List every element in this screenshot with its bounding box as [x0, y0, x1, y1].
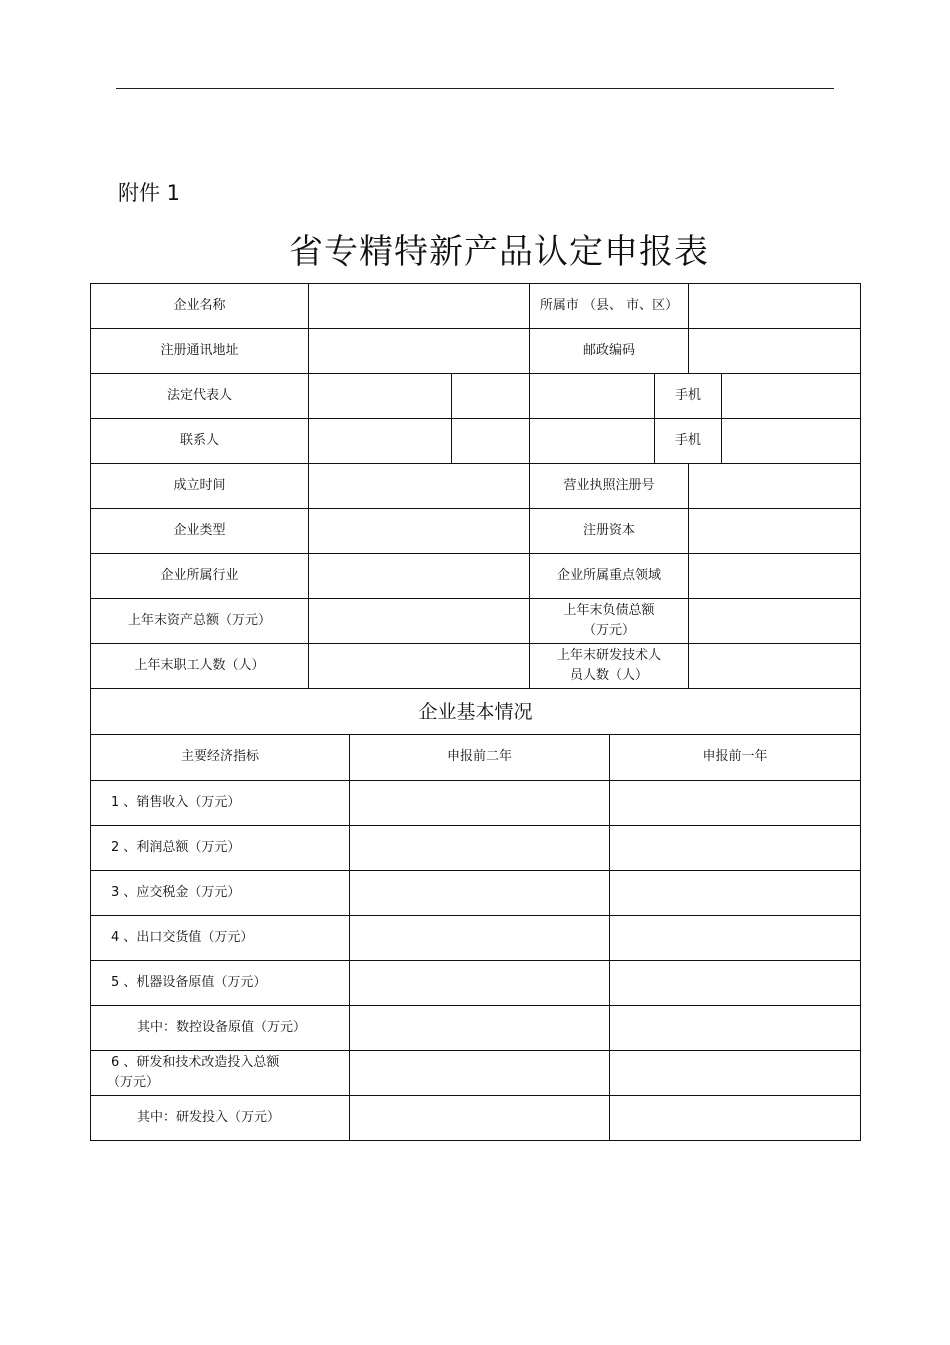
row-label-rd-input: 其中：研发投入（万元）: [91, 1095, 350, 1140]
row-label-rd-investment-line2: （万元）: [107, 1074, 160, 1090]
input-contact-name[interactable]: [309, 419, 452, 464]
table-row: [91, 960, 861, 1005]
row-employees: [91, 644, 861, 689]
input-legal-rep-phone[interactable]: [530, 374, 655, 419]
input-reg-capital[interactable]: [689, 509, 861, 554]
input-cnc-y2[interactable]: [350, 1005, 610, 1050]
row-label-tax: 3 、应交税金（万元）: [91, 870, 350, 915]
header-two-years-prior: 申报前二年: [350, 735, 610, 780]
label-company-type: 企业类型: [91, 509, 309, 554]
input-legal-rep-mobile[interactable]: [722, 374, 861, 419]
input-sales-y2[interactable]: [350, 780, 610, 825]
row-address: [91, 329, 861, 374]
table-row: [91, 1095, 861, 1140]
label-total-liabilities-line1: 上年末负债总额: [563, 603, 655, 618]
input-cnc-y1[interactable]: [610, 1005, 861, 1050]
table-row: [91, 825, 861, 870]
label-industry: 企业所属行业: [91, 554, 309, 599]
label-address: 注册通讯地址: [91, 329, 309, 374]
label-reg-capital: 注册资本: [530, 509, 689, 554]
header-indicator: 主要经济指标: [91, 735, 350, 780]
row-industry: [91, 554, 861, 599]
indicators-header-row: [91, 735, 861, 780]
header-one-year-prior: 申报前一年: [610, 735, 861, 780]
input-rd-input-y1[interactable]: [610, 1095, 861, 1140]
input-total-liabilities[interactable]: [689, 599, 861, 644]
table-row: [91, 1005, 861, 1050]
attachment-label: 附件 1: [118, 181, 181, 205]
input-legal-rep-name[interactable]: [309, 374, 452, 419]
table-row: [91, 870, 861, 915]
row-label-cnc-equipment: 其中：数控设备原值（万元）: [91, 1005, 350, 1050]
label-total-liabilities: [530, 599, 689, 644]
label-legal-rep-mobile: 手机: [655, 374, 722, 419]
input-profit-y1[interactable]: [610, 825, 861, 870]
row-legal-rep: [91, 374, 861, 419]
label-employees: 上年末职工人数（人）: [91, 644, 309, 689]
table-row: [91, 1050, 861, 1095]
input-tax-y1[interactable]: [610, 870, 861, 915]
row-label-rd-investment-line1: 6 、研发和技术改造投入总额: [111, 1054, 280, 1070]
row-section-title: [91, 689, 861, 735]
input-rd-investment-y1[interactable]: [610, 1050, 861, 1095]
indicators-table: [90, 735, 861, 1141]
input-company-name[interactable]: [309, 284, 530, 329]
row-label-export: 4 、出口交货值（万元）: [91, 915, 350, 960]
row-company-type: [91, 509, 861, 554]
header-rule: [116, 88, 834, 89]
input-founded[interactable]: [309, 464, 530, 509]
input-rd-input-y2[interactable]: [350, 1095, 610, 1140]
input-sales-y1[interactable]: [610, 780, 861, 825]
row-label-equipment: 5 、机器设备原值（万元）: [91, 960, 350, 1005]
row-label-profit: 2 、利润总额（万元）: [91, 825, 350, 870]
row-company-name: [91, 284, 861, 329]
row-assets: [91, 599, 861, 644]
input-key-field[interactable]: [689, 554, 861, 599]
input-export-y2[interactable]: [350, 915, 610, 960]
form-title: 省专精特新产品认定申报表: [289, 232, 709, 272]
label-founded: 成立时间: [91, 464, 309, 509]
input-employees[interactable]: [309, 644, 530, 689]
input-contact-phone[interactable]: [530, 419, 655, 464]
input-postal-code[interactable]: [689, 329, 861, 374]
label-city: 所属市 （县、 市、区）: [530, 284, 689, 329]
input-company-type[interactable]: [309, 509, 530, 554]
input-rd-investment-y2[interactable]: [350, 1050, 610, 1095]
input-rd-staff[interactable]: [689, 644, 861, 689]
input-tax-y2[interactable]: [350, 870, 610, 915]
input-equipment-y1[interactable]: [610, 960, 861, 1005]
input-legal-rep-extra[interactable]: [452, 374, 530, 419]
label-license-no: 营业执照注册号: [530, 464, 689, 509]
label-company-name: 企业名称: [91, 284, 309, 329]
row-label-sales: 1 、销售收入（万元）: [91, 780, 350, 825]
label-legal-rep: 法定代表人: [91, 374, 309, 419]
table-row: [91, 915, 861, 960]
input-city[interactable]: [689, 284, 861, 329]
label-total-assets: 上年末资产总额（万元）: [91, 599, 309, 644]
input-industry[interactable]: [309, 554, 530, 599]
input-equipment-y2[interactable]: [350, 960, 610, 1005]
input-license-no[interactable]: [689, 464, 861, 509]
label-postal-code: 邮政编码: [530, 329, 689, 374]
row-label-rd-investment: [91, 1050, 350, 1095]
input-address[interactable]: [309, 329, 530, 374]
basic-info-table: [90, 283, 861, 735]
input-total-assets[interactable]: [309, 599, 530, 644]
input-profit-y2[interactable]: [350, 825, 610, 870]
label-rd-staff-line1: 上年末研发技术人: [557, 648, 662, 663]
row-contact: [91, 419, 861, 464]
table-row: [91, 780, 861, 825]
input-contact-extra[interactable]: [452, 419, 530, 464]
label-total-liabilities-line2: （万元）: [583, 623, 636, 638]
label-rd-staff-line2: 员人数（人）: [570, 668, 649, 683]
label-key-field: 企业所属重点领域: [530, 554, 689, 599]
input-export-y1[interactable]: [610, 915, 861, 960]
section-title: 企业基本情况: [91, 689, 861, 735]
row-founded: [91, 464, 861, 509]
label-rd-staff: [530, 644, 689, 689]
label-contact: 联系人: [91, 419, 309, 464]
label-contact-mobile: 手机: [655, 419, 722, 464]
input-contact-mobile[interactable]: [722, 419, 861, 464]
